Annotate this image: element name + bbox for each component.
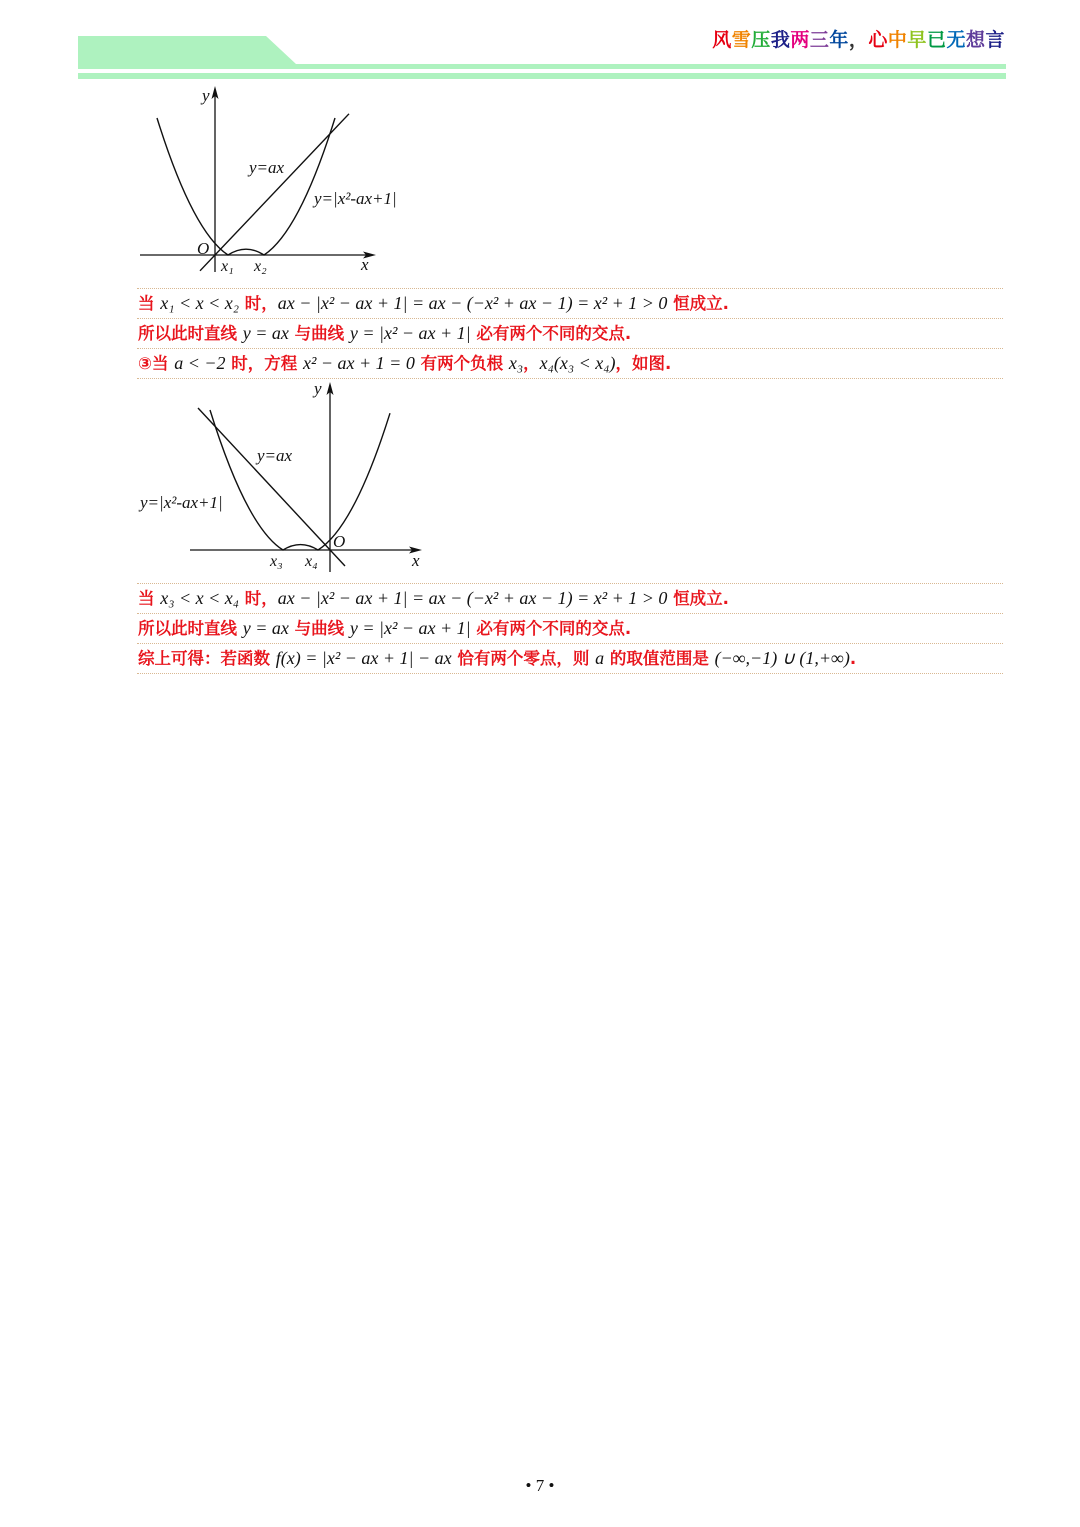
root-x2-label: x₂ — [254, 258, 267, 275]
text-cn: 所以此时直线 — [138, 324, 243, 343]
curve-abs-quadratic — [210, 410, 390, 550]
motto-char: 想 — [965, 29, 986, 51]
text-cn: ，如图. — [615, 354, 672, 373]
math-expression: a < −2 — [174, 353, 226, 373]
curve-label: y=|x²-ax+1| — [314, 189, 397, 208]
text-cn: 有两个负根 — [414, 354, 509, 373]
text-cn: 恒成立. — [667, 294, 729, 313]
math-expression: a — [595, 648, 605, 668]
text-cn: 必有两个不同的交点. — [470, 619, 632, 638]
text-cn: 时， — [239, 589, 278, 608]
math-expression: f(x) = |x² − ax + 1| − ax — [275, 648, 452, 668]
text-cn: . — [849, 649, 857, 668]
motto-char: 雪 — [731, 29, 752, 51]
solution-line — [137, 319, 1003, 349]
text-cn: ， — [523, 354, 540, 373]
text-cn: 时，方程 — [225, 354, 304, 373]
text-cn: 当 — [138, 589, 161, 608]
solution-line — [137, 289, 1003, 319]
line-label: y=ax — [257, 446, 293, 465]
line-y-equals-ax — [198, 408, 345, 566]
solution-block-1 — [137, 288, 1003, 379]
motto-char: 已 — [926, 29, 947, 51]
motto-char: 中 — [887, 29, 908, 51]
solution-block-2 — [137, 583, 1003, 674]
origin-label: O — [197, 239, 210, 258]
motto-char: 我 — [770, 29, 791, 51]
solution-line — [137, 584, 1003, 614]
math-expression: x₁ < x < x₂ — [160, 293, 240, 313]
y-axis-label: y — [314, 379, 322, 398]
motto-char: 三 — [809, 29, 830, 51]
origin-label: O — [333, 532, 346, 551]
header-motto — [712, 28, 1005, 52]
text-cn: 与曲线 — [288, 619, 350, 638]
math-expression: ax − |x² − ax + 1| = ax − (−x² + ax − 1) = x² + 1 > 0 — [277, 293, 668, 313]
math-expression: (−∞,−1) ∪ (1,+∞) — [714, 648, 850, 668]
math-expression: y = ax — [242, 618, 289, 638]
motto-char: 无 — [946, 29, 966, 51]
math-expression: ax − |x² − ax + 1| = ax − (−x² + ax − 1) = x² + 1 > 0 — [277, 588, 668, 608]
root-x1-label: x₁ — [221, 258, 234, 275]
math-expression: x² − ax + 1 = 0 — [303, 353, 415, 373]
text-cn: ③当 — [138, 354, 175, 373]
math-expression: x₃ < x < x₄ — [160, 588, 240, 608]
text-cn: 与曲线 — [288, 324, 350, 343]
text-cn: 的取值范围是 — [604, 649, 715, 668]
math-expression: x₃ — [508, 353, 524, 373]
text-cn: 恰有两个零点，则 — [451, 649, 596, 668]
text-cn: 必有两个不同的交点. — [470, 324, 632, 343]
math-expression: y = |x² − ax + 1| — [349, 323, 471, 343]
math-expression: y = ax — [242, 323, 289, 343]
x-axis-label: x — [412, 551, 420, 570]
motto-char: 两 — [790, 29, 810, 51]
figure-2-graph — [130, 375, 430, 580]
line-label: y=ax — [249, 158, 285, 177]
root-x4-label: x₄ — [305, 553, 318, 570]
y-axis-label: y — [202, 86, 210, 105]
header-rule — [78, 73, 1006, 79]
text-cn: 时， — [239, 294, 278, 313]
motto-char: 风 — [712, 29, 732, 51]
motto-char: 压 — [751, 29, 771, 51]
solution-line — [137, 644, 1003, 674]
text-cn: 综上可得：若函数 — [138, 649, 276, 668]
page-number: • 7 • — [525, 1476, 555, 1495]
curve-abs-quadratic — [157, 118, 335, 255]
math-expression: y = |x² − ax + 1| — [349, 618, 471, 638]
motto-char: 心 — [868, 29, 888, 51]
curve-label: y=|x²-ax+1| — [140, 493, 223, 512]
motto-char: 早 — [907, 29, 927, 51]
motto-char: ， — [848, 29, 869, 51]
text-cn: 所以此时直线 — [138, 619, 243, 638]
text-cn: 恒成立. — [667, 589, 729, 608]
x-axis-label: x — [361, 255, 369, 274]
figure-1-graph — [130, 80, 420, 280]
motto-char: 年 — [829, 29, 849, 51]
solution-line — [137, 614, 1003, 644]
motto-char: 言 — [985, 29, 1005, 51]
root-x3-label: x₃ — [270, 553, 283, 570]
text-cn: 当 — [138, 294, 161, 313]
math-expression: x₄(x₃ < x₄) — [539, 353, 616, 373]
